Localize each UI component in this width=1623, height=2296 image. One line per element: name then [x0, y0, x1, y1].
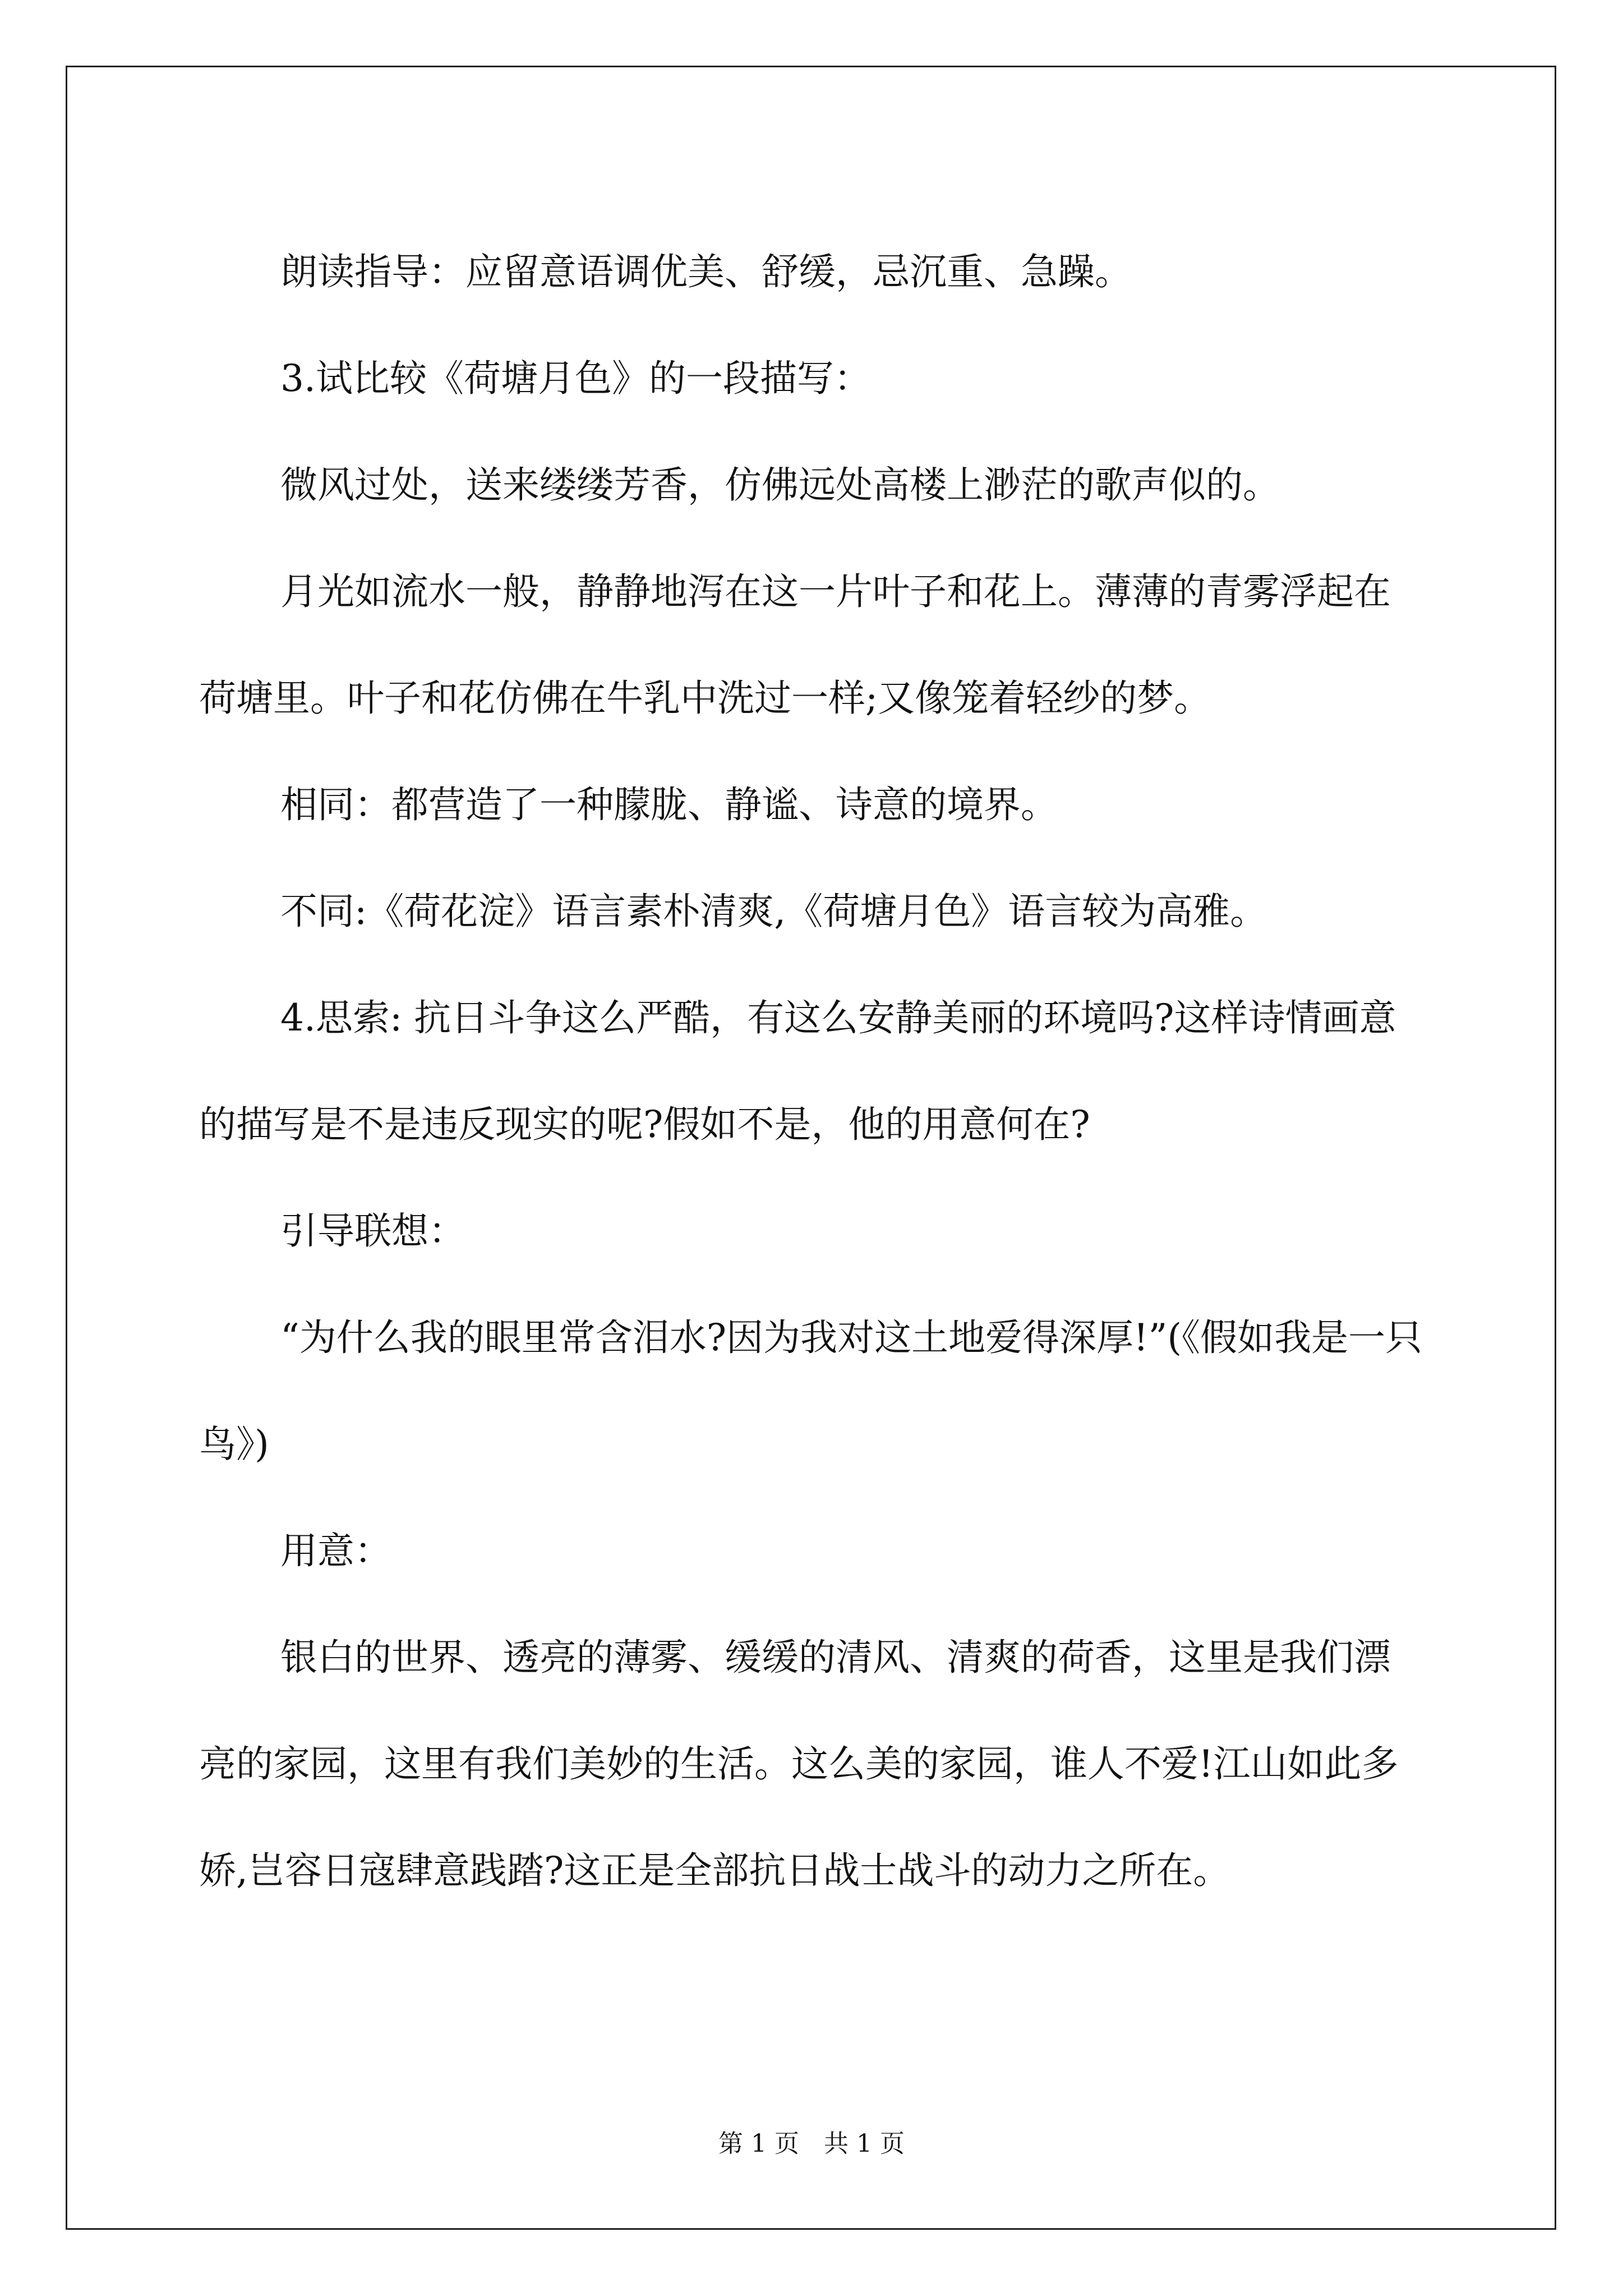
- paragraph-similarity: 相同：都营造了一种朦胧、静谧、诗意的境界。: [280, 783, 1058, 826]
- paragraph-intent-body: 银白的世界、透亮的薄雾、缓缓的清风、清爽的荷香，这里是我们漂亮的家园，这里有我们美妙的生活。这么美的家园，谁人不爱!江山如此多娇,岂容日寇肆意践踏?这正是全部抗日战士战斗的动力之所在。: [199, 1636, 1399, 1892]
- paragraph-quote-moonlight: 月光如流水一般，静静地泻在这一片叶子和花上。薄薄的青雾浮起在荷塘里。叶子和花仿佛在牛乳中洗过一样;又像笼着轻纱的梦。: [199, 570, 1391, 720]
- paragraph-guided-association: 引导联想：: [280, 1209, 465, 1253]
- paragraph-question-3: 3.试比较《荷塘月色》的一段描写：: [280, 357, 871, 400]
- page-footer: 第 1 页 共 1 页: [718, 2129, 905, 2158]
- paragraph-poem-quote: “为什么我的眼里常含泪水?因为我对这土地爱得深厚!”(《假如我是一只鸟》): [199, 1316, 1423, 1466]
- paragraph-difference: 不同:《荷花淀》语言素朴清爽,《荷塘月色》语言较为高雅。: [280, 890, 1267, 933]
- paragraph-quote-breeze: 微风过处，送来缕缕芳香，仿佛远处高楼上渺茫的歌声似的。: [280, 463, 1280, 507]
- document-body: [199, 219, 1427, 1924]
- paragraph-question-4: 4.思索: 抗日斗争这么严酷，有这么安静美丽的环境吗?这样诗情画意的描写是不是违反现实的呢?假如不是，他的用意何在?: [199, 996, 1396, 1146]
- paragraph-reading-guide: 朗读指导：应留意语调优美、舒缓，忌沉重、急躁。: [280, 250, 1132, 293]
- paragraph-intent-heading: 用意：: [280, 1529, 391, 1572]
